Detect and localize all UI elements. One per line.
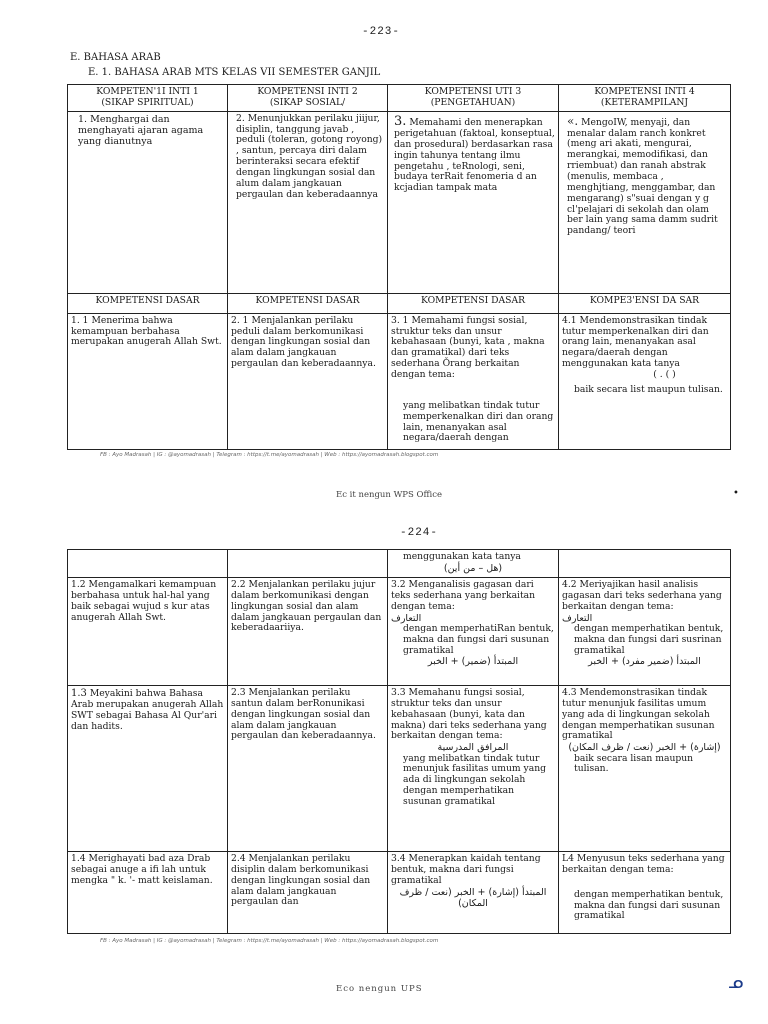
kd-row-4 (68, 852, 731, 934)
kd-1-2: 1.2 Mengamalkari kemampuan berbahasa untuk hal-hal yang baik sebagai wujud s kur atas anugerah Allah Swt. (68, 578, 228, 686)
kd-4-2: 4.2 Meriyajikan hasil analisis gagasan dari teks sederhana yang berkaitan dengan tema: التعارف dengan memperhatikan bentuk, makna dan fungsi dari susrinan gramatikal المبتدأ (ضمير مفرد) + الخبر (559, 578, 731, 686)
ki-content-2: 2. Menunjukkan perilaku jiijur, disiplin, tanggung javab , peduli (toleran, gotong royong) , santun, percaya diri dalam berinteraksi secara efektif dengan lingkungan sosial dan alum dalam jangkauan pergaulan dan keberadaannya (228, 111, 388, 293)
competency-table-p1 (67, 84, 731, 450)
ki-header-2: KOMPETENSI INTI 2 (SIKAP SOSIAL/ (228, 85, 388, 112)
kd-3-2: 3.2 Menganalisis gagasan dari teks sederhana yang berkaitan dengan tema: التعارف dengan memperhatiRan bentuk, makna dan fungsi dari susunan gramatikal المبتدأ (ضمير) + الخبر (388, 578, 559, 686)
subsection-title: E. 1. BAHASA ARAB MTS KELAS VII SEMESTER GANJIL (88, 67, 381, 78)
kd-header-row (68, 293, 731, 313)
ki-content-row (68, 111, 731, 293)
ki-content-1: 1. Menghargai dan menghayati ajaran agama yang dianutnya (68, 111, 228, 293)
kd-header-1: KOMPETENSI DASAR (68, 293, 228, 313)
section-title: E. BAHASA ARAB (70, 52, 161, 63)
kd-2-4: 2.4 Menjalankan perilaku disiplin dalam berkomunikasi dengan lingkungan sosial dan alam dalam jangkauan pergaulan dan (228, 852, 388, 934)
kd-2-3: 2.3 Menjalankan perilaku santun dalam berRonunikasi dengan lingkungan sosial dan alam dalam jangkauan pergaulan dan keberadaannya. (228, 686, 388, 852)
kd-3-4: 3.4 Menerapkan kaidah tentang bentuk, makna dari fungsi gramatikal المبتدأ (إشارة) + الخبر (نعت / ظرف المكان) (388, 852, 559, 934)
corner-mark: ᓄ (728, 972, 744, 993)
page-number: -223- (362, 26, 401, 38)
ki-header-1: KOMPETEN'1I INTI 1 (SIKAP SPIRITUAL) (68, 85, 228, 112)
kd-2-1: 2. 1 Menjalankan perilaku peduli dalam berkomunikasi dengan lingkungan sosial dan alam dalam jangkauan pergaulan dan keberadaannya. (228, 313, 388, 449)
competency-table-p2 (67, 549, 731, 934)
kd-1-1: 1. 1 Menerima bahwa kemampuan berbahasa merupakan anugerah Allah Swt. (68, 313, 228, 449)
kd-row-1 (68, 313, 731, 449)
ki-content-4: «. MengoIW, menyaji, dan menalar dalam ranch konkret (meng ari akati, mengurai, merangkai, memodifikasi, dan rriembuat) dan ranah abstrak (menulis, membaca , menghjtiang, menggambar, dan mengarang) s"suai dengan y g cl'pelajari di sekolah dan olam ber lain yang sama damm sudrit pandang/ teori (559, 111, 731, 293)
kd-4-4: L4 Menyusun teks sederhana yang berkaitan dengan tema: dengan memperhatikan bentuk, makna dan fungsi dari susunan gramatikal (559, 852, 731, 934)
kd-3-1: 3. 1 Memahami fungsi sosial, struktur teks dan unsur kebahasaan (bunyi, kata , makna dan gramatikal) dari teks sederhana Ǒrang berkaitan dengan tema: yang melibatkan tindak tutur memperkenalkan diri dan orang lain, menanyakan asal negara/daerah dengan (388, 313, 559, 449)
continuation-cell: menggunakan kata tanya (هل – من أين) (388, 550, 559, 578)
wps-watermark: Ec it nengun WPS Office (336, 490, 443, 500)
page-number: -224- (400, 527, 439, 539)
footer-note: FB : Ayo Madrasah | IG : @ayomadrasah | Telegram : https://t.me/ayomadrasah | Web : https://ayomadrasah.blogspot.com (100, 452, 439, 458)
kd-4-1: 4.1 Mendemonstrasikan tindak tutur memperkenalkan diri dan orang lain, menanyakan asal negara/daerah dengan menggunakan kata tanya ( . ( ) baik secara list maupun tulisan. (559, 313, 731, 449)
kd-row-2 (68, 578, 731, 686)
kd-header-2: KOMPETENSI DASAR (228, 293, 388, 313)
ki-header-row (68, 85, 731, 112)
kd-row-3 (68, 686, 731, 852)
kd-header-3: KOMPETENSI DASAR (388, 293, 559, 313)
kd-1-3: 1.3 Meyakini bahwa Bahasa Arab merupakan anugerah Allah SWT sebagai Bahasa Al Qur'ari dan hadits. (68, 686, 228, 852)
bullet-mark: • (733, 488, 739, 499)
continuation-row (68, 550, 731, 578)
ki-header-4: KOMPETENSI INTI 4 (KETERAMPILANJ (559, 85, 731, 112)
footer-note: FB : Ayo Madrasah | IG : @ayomadrasah | Telegram : https://t.me/ayomadrasah | Web : https://ayomadrasah.blogspot.com (100, 938, 439, 944)
wps-watermark: Eco nengun UPS (336, 984, 423, 994)
kd-1-4: 1.4 Merighayati bad aza Drab sebagai anuge a ifi lah untuk mengka " k. '- matt keislaman. (68, 852, 228, 934)
ki-content-3: 3. Memahami den menerapkan perigetahuan (faktoal, konseptual, dan prosedural) berdasarkan rasa ingin tahunya tentang ilmu pengetahu , teRnologi, seni, budaya terRait fenomeria d an kcjadian tampak mata (388, 111, 559, 293)
kd-3-3: 3.3 Memahanu fungsi sosial, struktur teks dan unsur kebahasaan (bunyi, kata dan makna) dari teks sederhana yang berkaitan dengan tema: المرافق المدرسية yang melibatkan tindak tutur menunjuk fasilitas umum yang ada di lingkungan sekolah dengan memperhatikan susunan gramatikal (388, 686, 559, 852)
kd-header-4: KOMPE3'ENSI DA SAR (559, 293, 731, 313)
kd-4-3: 4.3 Mendemonstrasikan tindak tutur menunjuk fasilitas umum yang ada di lingkungan sekolah dengan memperhatikan susunan gramatikal (إشارة) + الخبر (نعت / ظرف المكان) baik secara lisan maupun tulisan. (559, 686, 731, 852)
ki-header-3: KOMPETENSI UTI 3 (PENGETAHUAN) (388, 85, 559, 112)
kd-2-2: 2.2 Menjalankan perilaku jujur dalam berkomunikasi dengan lingkungan sosial dan alam dalam jangkauan pergaulan dan keberadaariiya. (228, 578, 388, 686)
